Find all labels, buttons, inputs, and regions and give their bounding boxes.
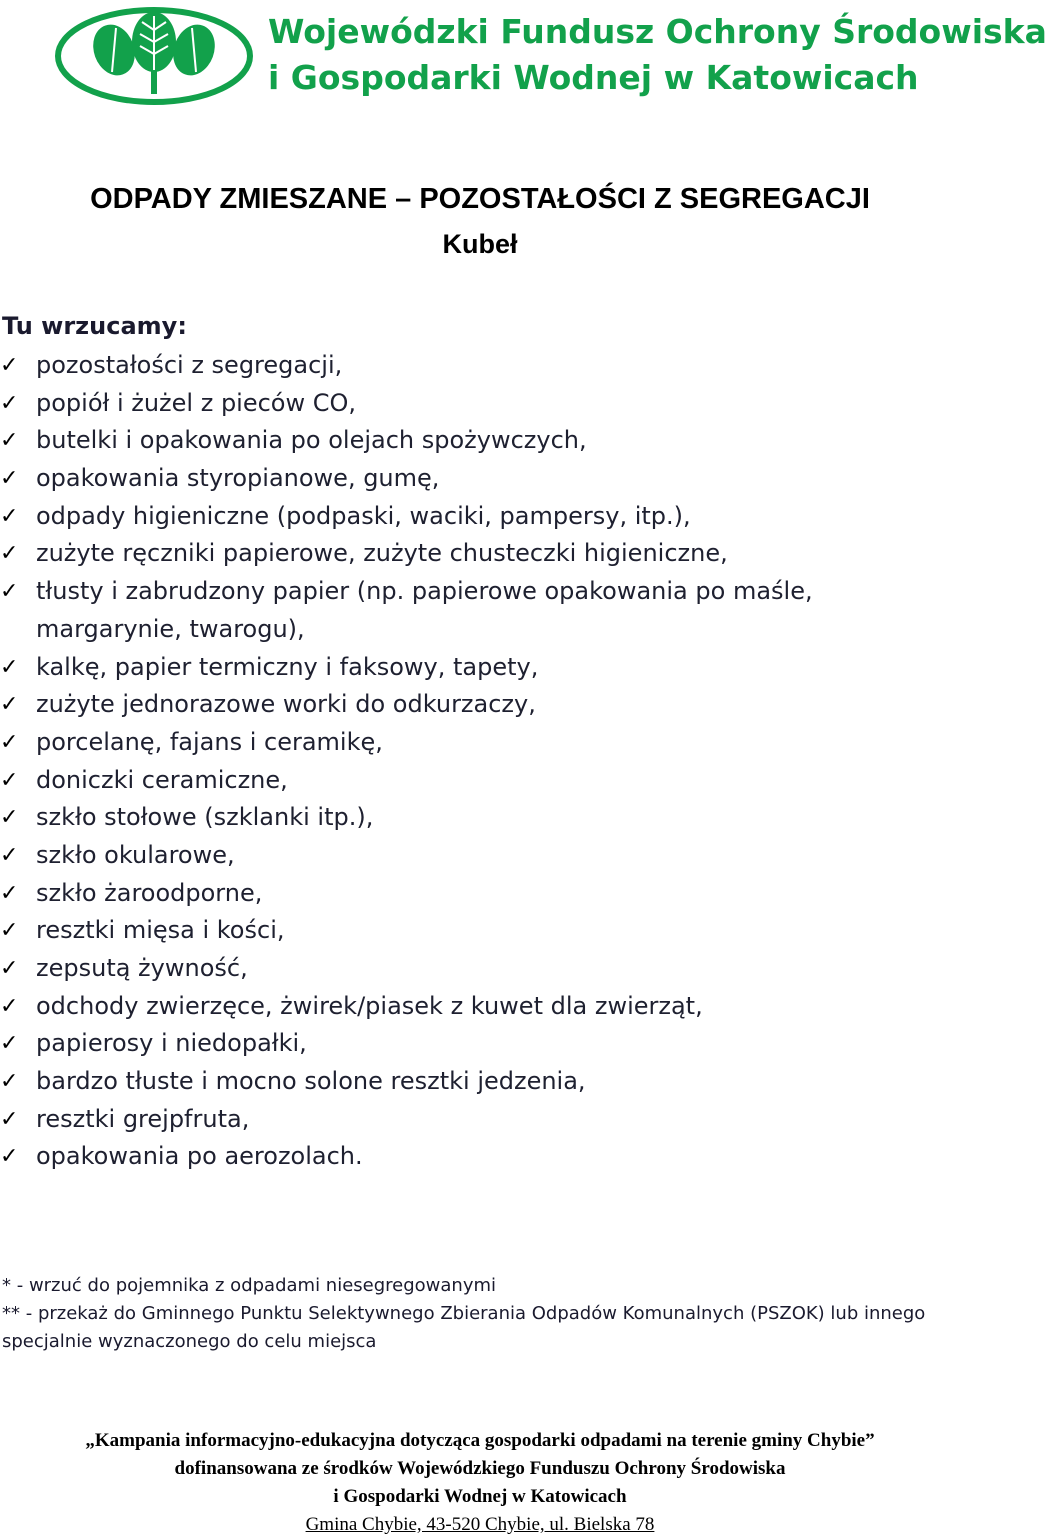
check-icon: ✓ [0, 579, 19, 605]
note-unsorted: * - wrzuć do pojemnika z odpadami niesegregowanymi [2, 1275, 497, 1296]
footer-fund-name: i Gospodarki Wodnej w Katowicach [333, 1486, 627, 1507]
check-icon: ✓ [0, 729, 19, 755]
header-logo [56, 6, 1047, 106]
list-item: ✓ szkło stołowe (szklanki itp.), [0, 799, 960, 837]
list-item: ✓ zepsutą żywność, [0, 950, 960, 988]
list-item: ✓ papierosy i niedopałki, [0, 1025, 960, 1063]
check-icon: ✓ [0, 805, 19, 831]
list-item: ✓ szkło żaroodporne, [0, 875, 960, 913]
check-icon: ✓ [0, 654, 19, 680]
list-item: ✓ popiół i żużel z pieców CO, [0, 385, 960, 423]
list-item: ✓ opakowania po aerozolach. [0, 1138, 960, 1176]
logo-title-line1: Wojewódzki Fundusz Ochrony Środowiska [268, 12, 1047, 51]
leaf-logo-icon [56, 6, 256, 106]
check-icon: ✓ [0, 1031, 19, 1057]
check-icon: ✓ [0, 1106, 19, 1132]
check-icon: ✓ [0, 918, 19, 944]
list-item: ✓ porcelanę, fajans i ceramikę, [0, 724, 960, 762]
list-item: ✓ resztki grejpfruta, [0, 1101, 960, 1139]
list-item: ✓ resztki mięsa i kości, [0, 912, 960, 950]
check-icon: ✓ [0, 1069, 19, 1095]
check-icon: ✓ [0, 503, 19, 529]
list-item: ✓ butelki i opakowania po olejach spożywczych, [0, 422, 960, 460]
page-subtitle: Kubeł [442, 229, 518, 259]
list-item: ✓ odchody zwierzęce, żwirek/piasek z kuwet dla zwierząt, [0, 988, 960, 1026]
check-icon: ✓ [0, 541, 19, 567]
list-item: ✓ tłusty i zabrudzony papier (np. papierowe opakowania po maśle, margarynie, twarogu), [0, 573, 916, 648]
check-icon: ✓ [0, 993, 19, 1019]
list-item: ✓ odpady higieniczne (podpaski, waciki, pampersy, itp.), [0, 498, 960, 536]
check-icon: ✓ [0, 842, 19, 868]
page-title: ODPADY ZMIESZANE – POZOSTAŁOŚCI Z SEGREGACJI [90, 183, 870, 215]
note-pszok-continued: specjalnie wyznaczonego do celu miejsca [2, 1331, 377, 1352]
check-icon: ✓ [0, 880, 19, 906]
list-item: ✓ zużyte jednorazowe worki do odkurzaczy, [0, 686, 960, 724]
check-icon: ✓ [0, 390, 19, 416]
footer-address: Gmina Chybie, 43-520 Chybie, ul. Bielska 78 [305, 1514, 655, 1535]
footer-campaign: „Kampania informacyjno-edukacyjna dotycząca gospodarki odpadami na terenie gminy Chybie” [85, 1430, 875, 1451]
logo-title-line2: i Gospodarki Wodnej w Katowicach [268, 58, 919, 97]
check-icon: ✓ [0, 767, 19, 793]
check-icon: ✓ [0, 692, 19, 718]
list-item: ✓ kalkę, papier termiczny i faksowy, tapety, [0, 649, 960, 687]
check-icon: ✓ [0, 428, 19, 454]
footer-funding: dofinansowana ze środków Wojewódzkiego Funduszu Ochrony Środowiska [174, 1458, 786, 1479]
check-icon: ✓ [0, 956, 19, 982]
list-item: ✓ szkło okularowe, [0, 837, 960, 875]
check-icon: ✓ [0, 353, 19, 378]
check-icon: ✓ [0, 1144, 19, 1170]
list-heading: Tu wrzucamy: [2, 312, 187, 340]
list-item: ✓ opakowania styropianowe, gumę, [0, 460, 960, 498]
list-item: ✓ bardzo tłuste i mocno solone resztki jedzenia, [0, 1063, 960, 1101]
list-item: ✓ doniczki ceramiczne, [0, 762, 960, 800]
list-item: ✓ zużyte ręczniki papierowe, zużyte chusteczki higieniczne, [0, 535, 960, 573]
note-pszok: ** - przekaż do Gminnego Punktu Selektywnego Zbierania Odpadów Komunalnych (PSZOK) lub innego [2, 1303, 926, 1324]
list-item: ✓ pozostałości z segregacji, [0, 347, 960, 385]
waste-items-list [0, 347, 960, 1176]
check-icon: ✓ [0, 466, 19, 492]
